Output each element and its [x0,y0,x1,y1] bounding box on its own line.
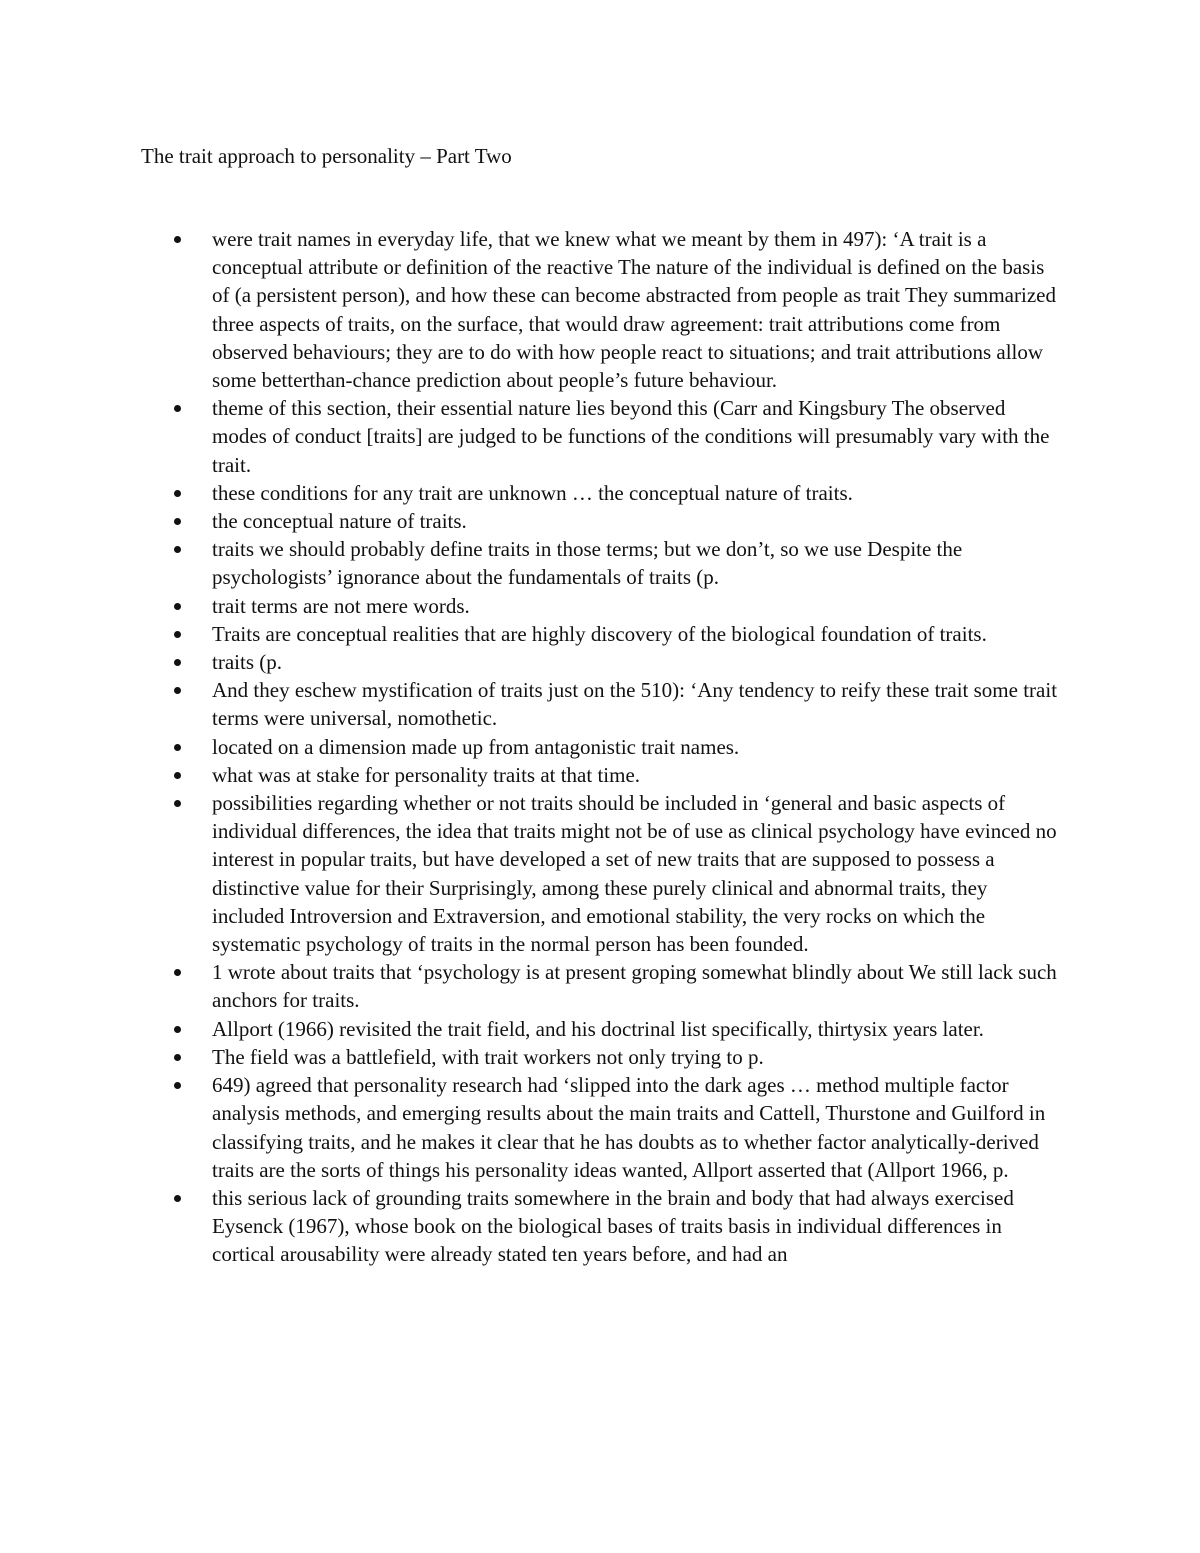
bullet-icon [174,631,181,638]
list-item-text: these conditions for any trait are unknown … the conceptual nature of traits. [212,480,853,505]
bullet-icon [174,490,181,497]
list-item-text: were trait names in everyday life, that we knew what we meant by them in 497): ‘A trait is a conceptual attribute or definition of the reactive The nature of the individual is defined on the basis of (a persistent person), and how these can become abstracted from people as trait They summarized three aspects of traits, on the surface, that would draw agreement: trait attributions come from observed behaviours; they are to do with how people react to situations; and trait attributions allow some betterthan-chance prediction about people’s future behaviour. [212,227,1056,393]
bullet-icon [174,518,181,525]
list-item [141,507,1061,535]
bullet-icon [174,800,181,807]
bullet-icon [174,546,181,553]
bullet-icon [174,687,181,694]
list-item-text: this serious lack of grounding traits somewhere in the brain and body that had always exercised Eysenck (1967), whose book on the biological bases of traits basis in individual differences in cortical arousability were already stated ten years before, and had an [212,1185,1014,1267]
list-item-text: The field was a battlefield, with trait workers not only trying to p. [212,1044,764,1069]
list-item [141,1015,1061,1043]
list-item-text: theme of this section, their essential nature lies beyond this (Carr and Kingsbury The observed modes of conduct [traits] are judged to be functions of the conditions will presumably vary with the trait. [212,396,1050,477]
list-item [141,620,1061,648]
bullet-icon [174,236,181,243]
bullet-icon [174,1054,181,1061]
bullet-icon [174,1026,181,1033]
list-item-text: Allport (1966) revisited the trait field, and his doctrinal list specifically, thirtysix years later. [212,1016,984,1041]
bullet-icon [174,405,181,412]
list-item-text: what was at stake for personality traits at that time. [212,762,641,787]
list-item [141,535,1061,591]
list-item [141,733,1061,761]
bullet-icon [174,659,181,666]
list-item-text: trait terms are not mere words. [212,593,470,618]
list-item [141,789,1061,958]
list-item-text: And they eschew mystification of traits just on the 510): ‘Any tendency to reify these trait some trait terms were universal, nomothetic. [212,678,1058,731]
list-item-text: 649) agreed that personality research had ‘slipped into the dark ages … method multiple factor analysis methods, and emerging results about the main traits and Cattell, Thurstone and Guilford in classifying traits, and he makes it clear that he has doubts as to whether factor analytically-derived traits are the sorts of things his personality ideas wanted, Allport asserted that (Allport 1966, p. [212,1073,1046,1182]
list-item [141,1043,1061,1071]
bullet-icon [174,1195,181,1202]
list-item-text: traits we should probably define traits in those terms; but we don’t, so we use Despite the psychologists’ ignorance about the fundamentals of traits (p. [212,537,963,590]
list-item [141,394,1061,479]
list-item [141,1184,1061,1269]
bullet-icon [174,603,181,610]
list-item [141,958,1061,1014]
list-item [141,225,1061,394]
list-item [141,761,1061,789]
list-item [141,592,1061,620]
list-item-text: traits (p. [212,650,282,675]
list-item-text: the conceptual nature of traits. [212,509,467,534]
bullet-icon [174,969,181,976]
list-item-text: 1 wrote about traits that ‘psychology is at present groping somewhat blindly about We still lack such anchors for traits. [212,960,1057,1013]
list-item [141,1071,1061,1184]
bullet-icon [174,744,181,751]
list-item [141,648,1061,676]
list-item-text: located on a dimension made up from antagonistic trait names. [212,734,740,759]
bullet-list [141,225,1061,1269]
page-title: The trait approach to personality – Part Two [141,144,512,168]
list-item-text: Traits are conceptual realities that are highly discovery of the biological foundation of traits. [212,621,987,646]
list-item [141,676,1061,732]
list-item-text: possibilities regarding whether or not traits should be included in ‘general and basic aspects of individual differences, the idea that traits might not be of use as clinical psychology have evinced no interest in popular traits, but have developed a set of new traits that are supposed to possess a distinctive value for their Surprisingly, among these purely clinical and abnormal traits, they included Introversion and Extraversion, and emotional stability, the very rocks on which the systematic psychology of traits in the normal person has been founded. [212,791,1057,957]
bullet-icon [174,1082,181,1089]
bullet-icon [174,772,181,779]
list-item [141,479,1061,507]
